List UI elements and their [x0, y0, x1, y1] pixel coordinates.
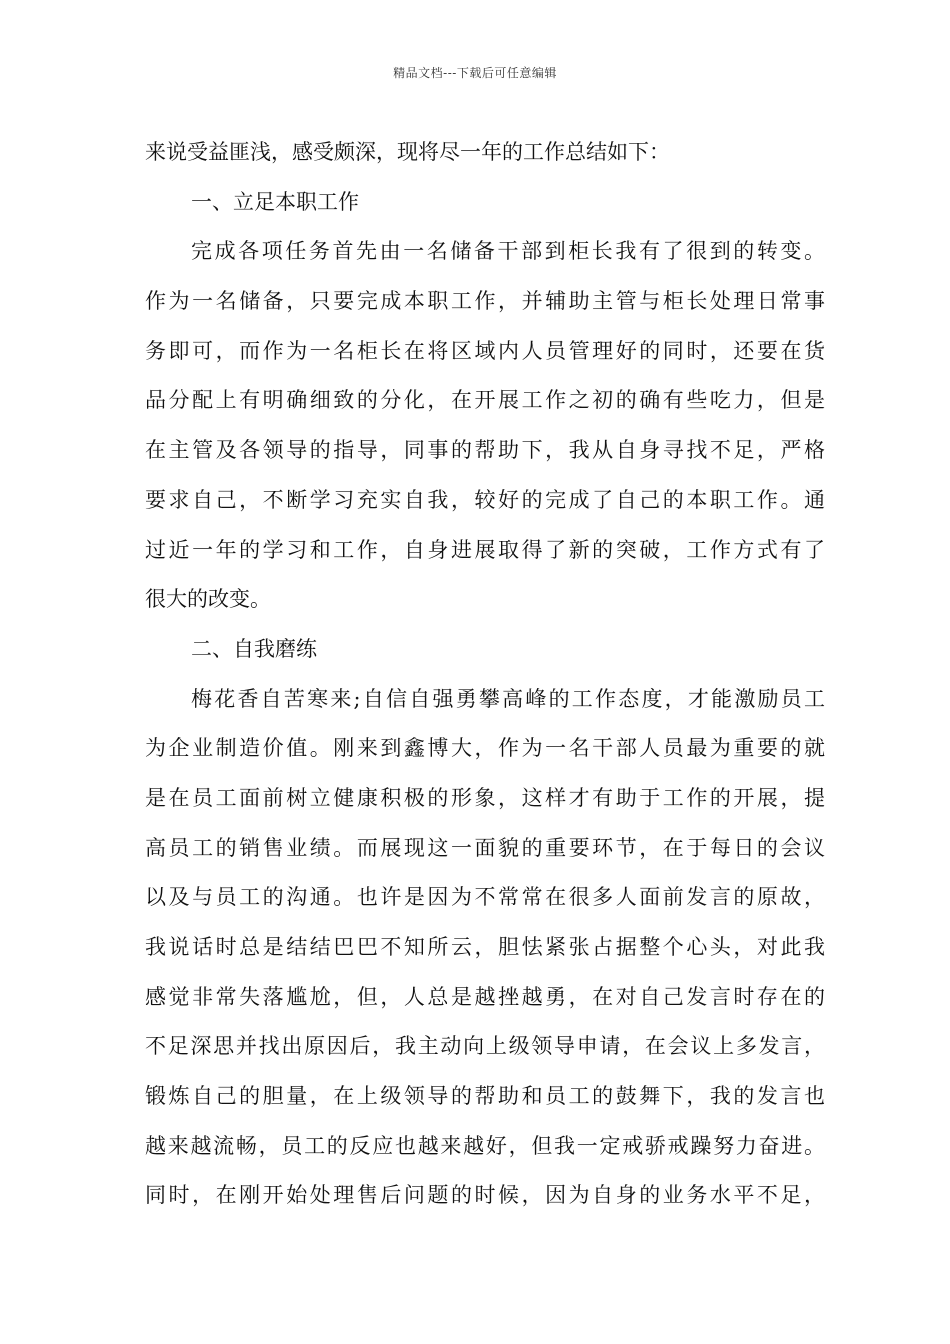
body-line: 要求自己，不断学习充实自我，较好的完成了自己的本职工作。通 — [145, 487, 825, 512]
body-line: 是在员工面前树立健康积极的形象，这样才有助于工作的开展，提 — [145, 785, 825, 810]
body-line: 品分配上有明确细致的分化，在开展工作之初的确有些吃力，但是 — [145, 388, 825, 413]
body-line: 完成各项任务首先由一名储备干部到柜长我有了很到的转变。 — [191, 239, 825, 264]
body-line: 同时，在刚开始处理售后问题的时候，因为自身的业务水平不足， — [145, 1183, 825, 1208]
body-line: 务即可，而作为一名柜长在将区域内人员管理好的同时，还要在货 — [145, 338, 825, 363]
body-line: 很大的改变。 — [145, 587, 271, 612]
body-line: 在主管及各领导的指导，同事的帮助下，我从自身寻找不足，严格 — [145, 438, 825, 463]
body-line: 来说受益匪浅，感受颇深，现将尽一年的工作总结如下： — [145, 140, 670, 164]
document-body — [145, 128, 825, 1221]
body-line: 过近一年的学习和工作，自身进展取得了新的突破，工作方式有了 — [145, 537, 825, 562]
body-line: 我说话时总是结结巴巴不知所云，胆怯紧张占据整个心头，对此我 — [145, 935, 825, 959]
body-line: 梅花香自苦寒来;自信自强勇攀高峰的工作态度，才能激励员工 — [191, 686, 825, 711]
body-line: 锻炼自己的胆量，在上级领导的帮助和员工的鼓舞下，我的发言也 — [145, 1084, 825, 1109]
body-line: 高员工的销售业绩。而展现这一面貌的重要环节，在于每日的会议 — [145, 835, 825, 860]
section-heading: 二、自我磨练 — [191, 636, 317, 661]
body-line: 为企业制造价值。刚来到鑫博大，作为一名干部人员最为重要的就 — [145, 736, 825, 761]
body-line: 不足深思并找出原因后，我主动向上级领导申请，在会议上多发言， — [145, 1034, 825, 1059]
body-line: 越来越流畅，员工的反应也越来越好，但我一定戒骄戒躁努力奋进。 — [145, 1133, 825, 1158]
body-line: 以及与员工的沟通。也许是因为不常常在很多人面前发言的原故， — [145, 885, 825, 910]
section-heading: 一、立足本职工作 — [191, 189, 359, 214]
body-line: 作为一名储备，只要完成本职工作，并辅助主管与柜长处理日常事 — [145, 289, 825, 314]
body-line: 感觉非常失落尴尬，但，人总是越挫越勇，在对自己发言时存在的 — [145, 984, 825, 1009]
page-header: 精品文档---下载后可任意编辑 — [393, 66, 557, 80]
